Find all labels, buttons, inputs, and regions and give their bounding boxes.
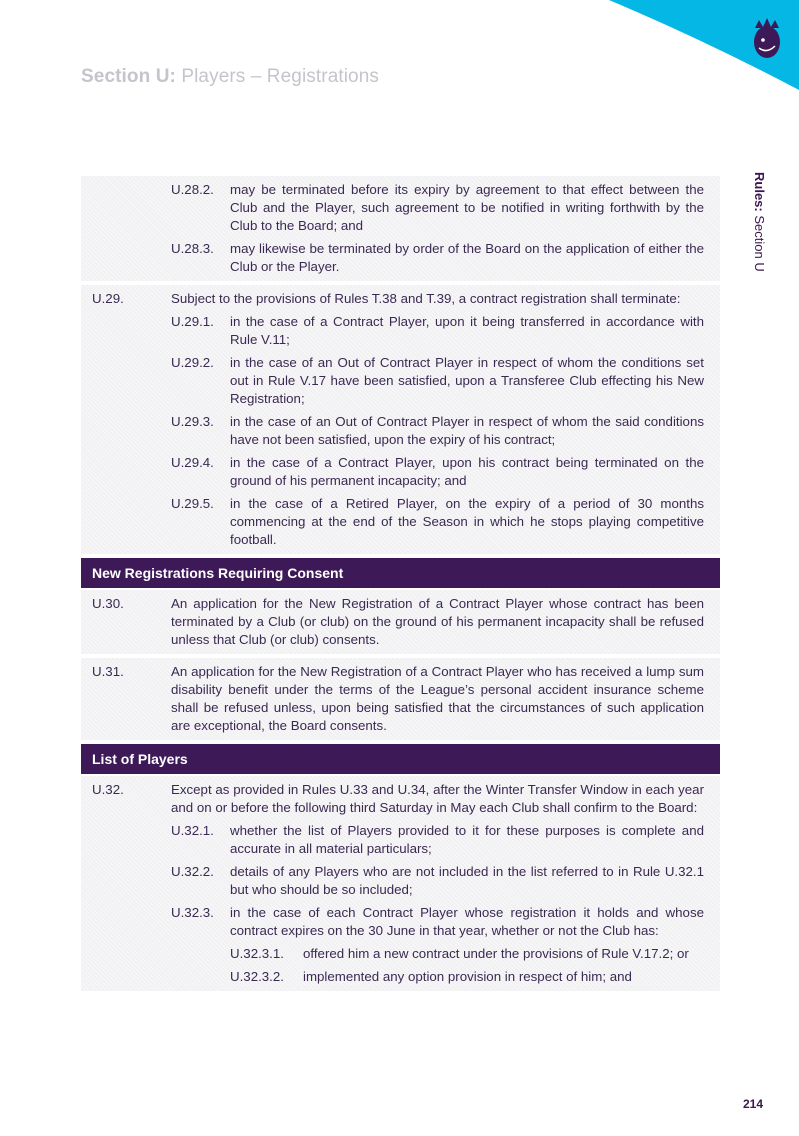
sub-rule xyxy=(171,863,704,899)
sub-rule xyxy=(171,413,704,449)
rule-number: U.32. xyxy=(92,782,124,797)
sub-rule-number: U.29.2. xyxy=(171,355,214,370)
sub-rule-text: may likewise be terminated by order of the Board on the application of either the Club or the Player. xyxy=(230,241,704,274)
sub-rule-text: in the case of a Contract Player, upon his contract being terminated on the ground of his permanent incapacity; and xyxy=(230,455,704,488)
sub-rule-text: in the case of a Contract Player, upon it being transferred in accordance with Rule V.11; xyxy=(230,314,704,347)
page-number: 214 xyxy=(743,1097,764,1111)
sub-rule xyxy=(171,904,704,986)
rule-block-u30 xyxy=(81,590,720,654)
sub-rule-number: U.29.4. xyxy=(171,455,214,470)
rule-block-u29 xyxy=(81,285,720,554)
sub-rule xyxy=(171,454,704,490)
sub-rule-text: may be terminated before its expiry by agreement to that effect between the Club and the Player, such agreement to be notified in writing forthwith by the Club to the Board; and xyxy=(230,182,704,233)
sub-rule-text: in the case of an Out of Contract Player in respect of whom the said conditions have not been satisfied, upon the expiry of his contract; xyxy=(230,414,704,447)
sub-rule-number: U.29.3. xyxy=(171,414,214,429)
section-title-rest: Players – Registrations xyxy=(175,66,379,87)
sub-rule-number: U.32.3. xyxy=(171,905,214,920)
sub-sub-rule-text: implemented any option provision in respect of him; and xyxy=(303,969,632,984)
sub-sub-rule xyxy=(230,968,704,986)
sub-rule-text: in the case of each Contract Player whose registration it holds and whose contract expires on the 30 June in that year, whether or not the Club has: xyxy=(230,905,704,938)
rule-text: An application for the New Registration of a Contract Player whose contract has been terminated by a Club (or club) on the ground of his permanent incapacity shall be refused unless that Club (or club) consents. xyxy=(171,596,704,647)
rule-number: U.31. xyxy=(92,664,124,679)
rule-block-u32 xyxy=(81,776,720,991)
rule-number: U.30. xyxy=(92,596,124,611)
sub-rule-number: U.28.2. xyxy=(171,182,214,197)
sub-sub-rule-number: U.32.3.1. xyxy=(230,946,284,961)
rule-text: Except as provided in Rules U.33 and U.34, after the Winter Transfer Window in each year and on or before the following third Saturday in May each Club shall confirm to the Board: xyxy=(171,782,704,815)
rule-block-u31 xyxy=(81,658,720,740)
sub-rule-number: U.32.2. xyxy=(171,864,214,879)
rules-content xyxy=(81,176,720,995)
sub-rule-number: U.29.5. xyxy=(171,496,214,511)
sub-rule-text: in the case of an Out of Contract Player in respect of whom the conditions set out in Rule V.17 have been satisfied, upon a Transferee Club effecting his New Registration; xyxy=(230,355,704,406)
rule-text: Subject to the provisions of Rules T.38 and T.39, a contract registration shall terminate: xyxy=(171,291,681,306)
sub-sub-rule-text: offered him a new contract under the provisions of Rule V.17.2; or xyxy=(303,946,689,961)
rule-number: U.29. xyxy=(92,291,124,306)
rule-text: An application for the New Registration of a Contract Player who has received a lump sum disability benefit under the terms of the League’s personal accident insurance scheme shall be refused unless, upon being satisfied that the circumstances of such application are exceptional, the Board consents. xyxy=(171,664,704,733)
sub-rule xyxy=(171,240,704,276)
side-label-bold: Rules: xyxy=(752,172,767,212)
sub-rule-number: U.28.3. xyxy=(171,241,214,256)
sub-rule-number: U.29.1. xyxy=(171,314,214,329)
corner-decoration xyxy=(609,0,799,90)
section-heading-players: List of Players xyxy=(81,744,720,774)
side-label-rest: Section U xyxy=(752,211,767,272)
rule-block-u28 xyxy=(81,176,720,281)
sub-rule-text: details of any Players who are not included in the list referred to in Rule U.32.1 but who should be so included; xyxy=(230,864,704,897)
side-section-label xyxy=(752,172,767,272)
premier-league-lion-logo xyxy=(754,18,780,58)
sub-rule xyxy=(171,313,704,349)
section-heading-consent: New Registrations Requiring Consent xyxy=(81,558,720,588)
sub-rule-number: U.32.1. xyxy=(171,823,214,838)
sub-rule xyxy=(171,354,704,408)
sub-rule xyxy=(171,822,704,858)
sub-sub-rule-number: U.32.3.2. xyxy=(230,969,284,984)
section-title xyxy=(81,66,379,88)
sub-rule-text: whether the list of Players provided to it for these purposes is complete and accurate in all material particulars; xyxy=(230,823,704,856)
sub-rule xyxy=(171,495,704,549)
sub-sub-rule xyxy=(230,945,704,963)
section-title-bold: Section U: xyxy=(81,66,176,87)
sub-rule xyxy=(171,181,704,235)
sub-rule-text: in the case of a Retired Player, on the expiry of a period of 30 months commencing at the end of the Season in which he stops playing competitive football. xyxy=(230,496,704,547)
